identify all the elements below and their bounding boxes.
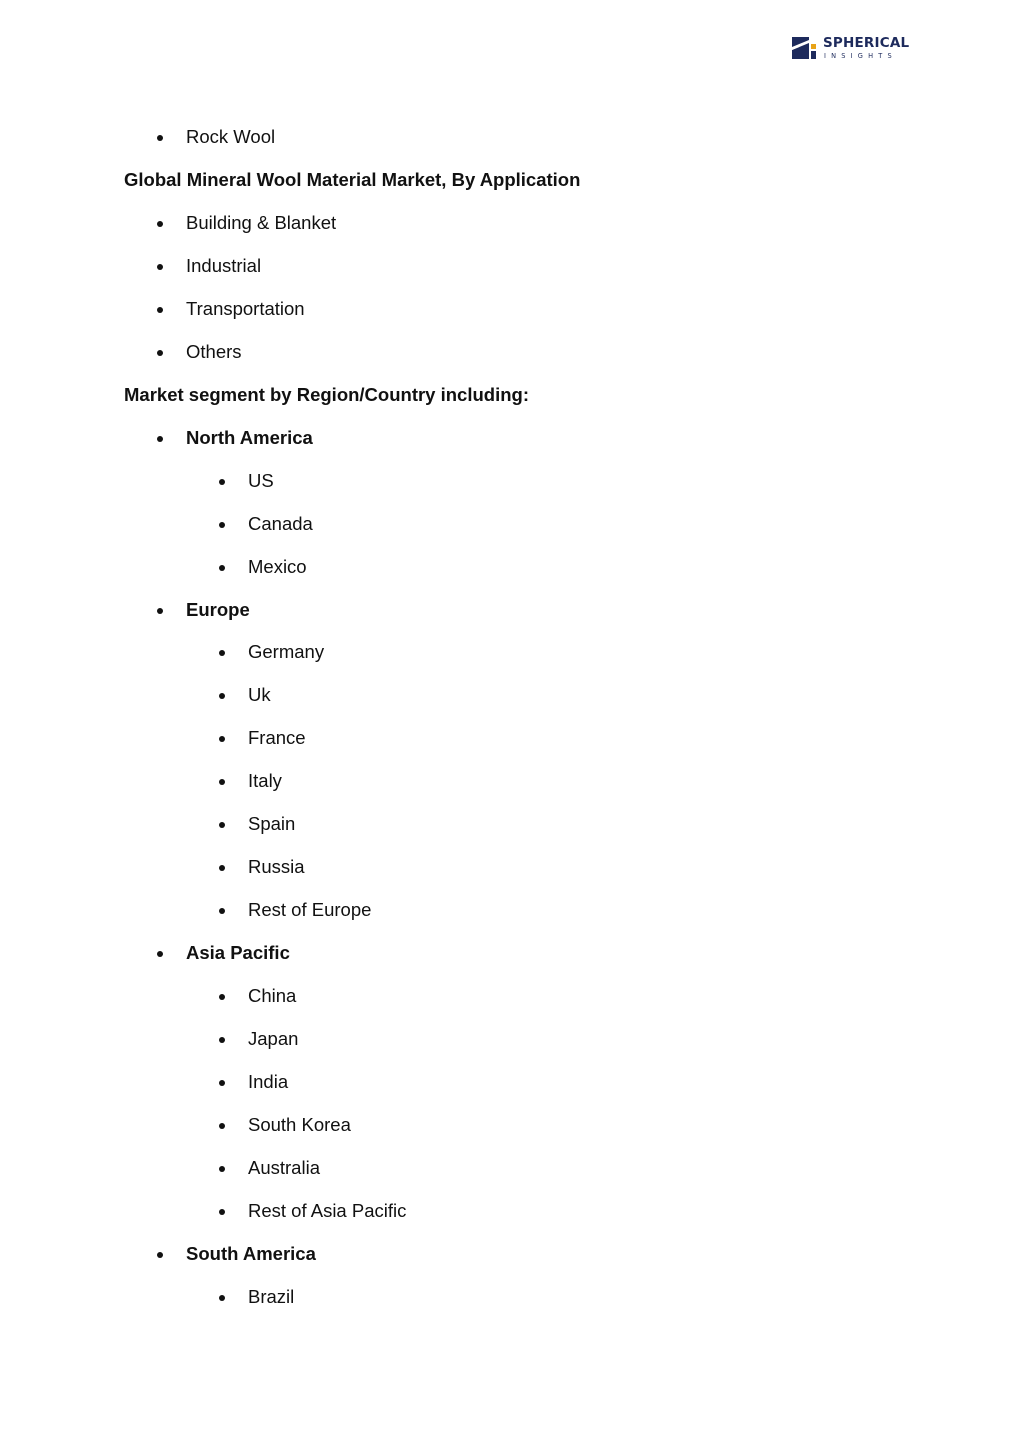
bullet-icon: [157, 350, 163, 356]
bullet-icon: [219, 779, 225, 785]
list-item-text: Germany: [248, 641, 325, 663]
list-item: [186, 255, 261, 277]
list-item-text: Europe: [186, 598, 250, 620]
bullet-icon: [219, 479, 225, 485]
bullet-icon: [219, 1080, 225, 1086]
bullet-icon: [157, 951, 163, 957]
sub-list-item: [248, 1028, 298, 1050]
list-item-text: Rest of Europe: [248, 899, 372, 921]
bullet-icon: [219, 908, 225, 914]
bullet-icon: [219, 650, 225, 656]
sub-list-item: [248, 641, 324, 663]
bullet-icon: [157, 264, 163, 270]
list-item-text: Industrial: [186, 254, 262, 276]
list-item-text: North America: [186, 426, 313, 448]
list-item-text: Mexico: [248, 555, 307, 577]
list-item-text: South Korea: [248, 1113, 351, 1135]
list-item-text: Australia: [248, 1156, 320, 1178]
spherical-insights-logo: [792, 35, 910, 62]
section-heading: [124, 384, 529, 406]
list-item-text: Transportation: [186, 297, 305, 319]
bullet-icon: [219, 1295, 225, 1301]
bullet-icon: [157, 307, 163, 313]
list-item-text: Spain: [248, 813, 296, 835]
sub-list-item: [248, 1157, 320, 1179]
section-heading-text: Global Mineral Wool Material Market, By Application: [124, 168, 581, 190]
logo-tagline: INSIGHTS: [824, 52, 897, 60]
list-item-text: Rock Wool: [186, 126, 276, 147]
sub-list-item: [248, 770, 282, 792]
sub-list-item: [248, 985, 296, 1007]
list-item-text: US: [248, 469, 274, 491]
section-heading-text: Market segment by Region/Country including:: [124, 383, 529, 405]
bullet-icon: [219, 1166, 225, 1172]
bullet-icon: [157, 436, 163, 442]
sub-list-item: [248, 856, 305, 878]
bullet-icon: [219, 822, 225, 828]
bullet-icon: [219, 1037, 225, 1043]
bullet-icon: [157, 221, 163, 227]
list-item-text: Building & Blanket: [186, 211, 337, 233]
list-item-text: Rest of Asia Pacific: [248, 1199, 407, 1221]
list-item: [186, 427, 313, 449]
bullet-icon: [219, 693, 225, 699]
list-item-text: France: [248, 727, 306, 749]
list-item-text: Italy: [248, 770, 282, 792]
bullet-icon: [219, 1209, 225, 1215]
sub-list-item: [248, 556, 307, 578]
list-item: [186, 341, 242, 363]
list-item-text: South America: [186, 1242, 316, 1264]
sub-list-item: [248, 1071, 288, 1093]
sub-list-item: [248, 727, 306, 749]
list-item-text: India: [248, 1070, 289, 1092]
sub-list-item: [248, 1200, 406, 1222]
list-item: [186, 298, 305, 320]
sub-list-item: [248, 470, 274, 492]
bullet-icon: [219, 865, 225, 871]
bullet-icon: [219, 522, 225, 528]
sub-list-item: [248, 513, 313, 535]
bullet-icon: [219, 994, 225, 1000]
list-item: [186, 126, 275, 148]
logo-wordmark: SPHERICAL: [823, 35, 910, 51]
bullet-icon: [219, 1123, 225, 1129]
list-item-text: Brazil: [248, 1285, 295, 1307]
list-item-text: Uk: [248, 684, 271, 706]
sub-list-item: [248, 1114, 351, 1136]
bullet-icon: [157, 135, 163, 141]
logo-mark-icon: [792, 37, 816, 59]
sub-list-item: [248, 684, 271, 706]
sub-list-item: [248, 899, 371, 921]
list-item-text: China: [248, 985, 297, 1006]
sub-list-item: [248, 1286, 294, 1308]
list-item: [186, 942, 290, 964]
bullet-icon: [219, 565, 225, 571]
list-item: [186, 1243, 316, 1265]
bullet-icon: [157, 608, 163, 614]
list-item: [186, 212, 336, 234]
list-item-text: Others: [186, 340, 242, 362]
list-item-text: Asia Pacific: [186, 942, 290, 964]
sub-list-item: [248, 813, 295, 835]
list-item-text: Russia: [248, 856, 305, 878]
list-item-text: Japan: [248, 1028, 299, 1049]
bullet-icon: [219, 736, 225, 742]
list-item: [186, 599, 250, 621]
list-item-text: Canada: [248, 512, 313, 534]
bullet-icon: [157, 1252, 163, 1258]
section-heading: [124, 169, 580, 191]
